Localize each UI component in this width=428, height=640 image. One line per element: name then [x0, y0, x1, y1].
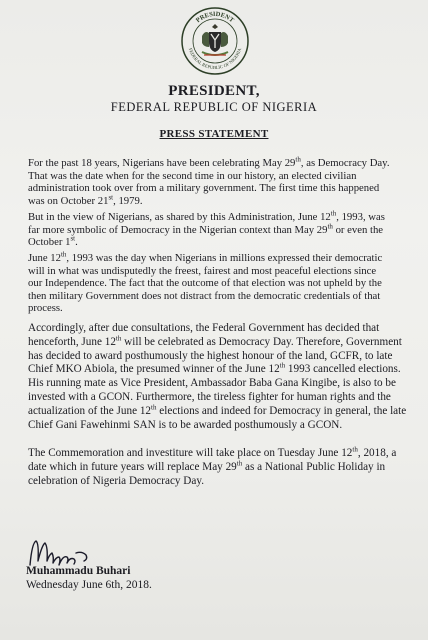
paragraph-line: October 1st. — [28, 234, 78, 249]
seal-bottom-text: FEDERAL REPUBLIC OF NIGERIA — [187, 47, 243, 71]
paragraph-line: For the past 18 years, Nigerians have been celebrating May 29th, as Democracy Day. — [28, 155, 390, 169]
paragraph-3 — [28, 252, 400, 315]
paragraph-line: was on October 21st, 1979. — [28, 193, 143, 207]
paragraph-line: will in what was undisputedly the freest, fairest and most peaceful elections since — [28, 264, 377, 277]
paragraph-line: administration took over from a military government. The first time this happened — [28, 182, 380, 195]
paragraph-1 — [28, 157, 400, 207]
paragraph-line: date which in future years will replace May 29th as a National Public Holiday in — [28, 459, 386, 473]
paragraph-2 — [28, 211, 400, 249]
paragraph-line: Chief MKO Abiola, the presumed winner of the June 12th 1993 cancelled elections. — [28, 361, 401, 376]
paragraph-line: celebration of Nigeria Democracy Day. — [28, 474, 205, 487]
page-title: PRESIDENT, — [168, 83, 260, 99]
signatory-name: Muhammadu Buhari — [26, 565, 131, 577]
paragraph-line: our Independence. The fact that the outcome of that election was not upheld by the — [28, 277, 382, 290]
paragraph-line: His running mate as Vice President, Ambassador Baba Gana Kingibe, is also to be — [28, 377, 396, 390]
paragraph-line: process. — [28, 302, 63, 315]
seal-top-text: PRESIDENT — [194, 10, 236, 25]
paragraph-line: But in the view of Nigerians, as shared by this Administration, June 12th, 1993, was — [28, 209, 385, 223]
paragraph-line: June 12th, 1993 was the day when Nigerians in millions expressed their democratic — [28, 250, 383, 264]
paragraph-line: far more symbolic of Democracy in the Nigerian context than May 29th or even the — [28, 222, 384, 236]
presidential-seal-icon — [180, 6, 250, 76]
statement-heading: PRESS STATEMENT — [159, 128, 269, 140]
paragraph-line: That was the date when for the second time in our history, an elected civilian — [28, 169, 357, 182]
paragraph-line: Chief Gani Fawehinmi SAN is to be awarded posthumously a GCON. — [28, 418, 343, 431]
page-subtitle: FEDERAL REPUBLIC OF NIGERIA — [110, 100, 318, 114]
paragraph-line: then military Government does not distract from the democratic credentials of that — [28, 289, 381, 302]
paragraph-line: actualization of the June 12th elections and indeed for Democracy in general, the late — [28, 403, 407, 417]
paragraph-line: The Commemoration and investiture will take place on Tuesday June 12th, 2018, a — [28, 445, 397, 459]
paragraph-line: Accordingly, after due consultations, the Federal Government has decided that — [28, 322, 380, 334]
paragraph-4 — [28, 322, 407, 432]
paragraph-5 — [28, 447, 400, 488]
svg-text:PRESIDENT — [195, 11, 236, 25]
statement-date: Wednesday June 6th, 2018. — [26, 579, 152, 591]
paragraph-line: invested with a GCON. Furthermore, the tireless fighter for human rights and the — [28, 390, 391, 403]
paragraph-line: has decided to award posthumously the highest honour of the land, GCFR, to late — [28, 349, 393, 362]
paragraph-line: henceforth, June 12th will be celebrated as Democracy Day. Therefore, Government — [28, 334, 402, 348]
